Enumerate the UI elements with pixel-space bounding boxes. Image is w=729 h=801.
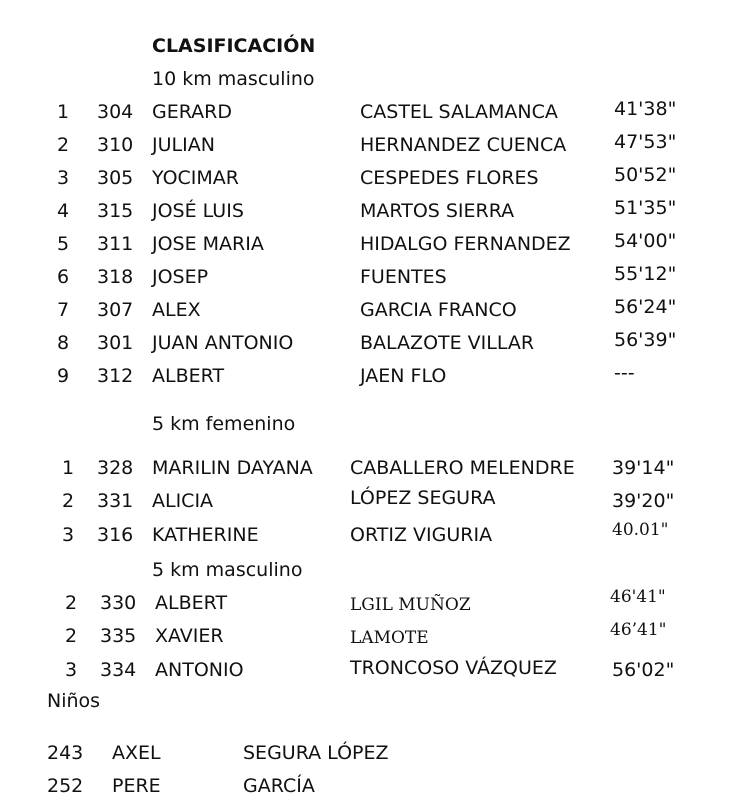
section-heading-5km-masculino: 5 km masculino (152, 559, 303, 581)
time: 46'41" (610, 587, 666, 607)
first-name: JUAN ANTONIO (152, 332, 294, 354)
time: 56'39" (614, 329, 677, 351)
section-heading-5km-femenino: 5 km femenino (152, 413, 296, 435)
time: 39'14" (612, 457, 675, 479)
time: --- (614, 362, 635, 384)
dorsal: 310 (97, 134, 134, 156)
surname: JAEN FLO (360, 365, 447, 387)
first-name: JOSEP (152, 266, 209, 288)
dorsal: 312 (97, 365, 134, 387)
surname: CABALLERO MELENDRE (350, 457, 575, 479)
first-name: GERARD (152, 101, 232, 123)
time: 39'20" (612, 490, 675, 512)
dorsal: 330 (100, 592, 137, 614)
position: 8 (57, 332, 70, 354)
position: 3 (65, 659, 78, 681)
position: 1 (62, 457, 75, 479)
dorsal: 328 (97, 457, 134, 479)
position: 2 (65, 625, 78, 647)
surname: CASTEL SALAMANCA (360, 101, 558, 123)
time: 41'38" (614, 98, 677, 120)
dorsal: 305 (97, 167, 134, 189)
time: 50'52" (614, 164, 677, 186)
dorsal: 243 (47, 742, 84, 764)
first-name: YOCIMAR (152, 167, 239, 189)
surname: GARCIA FRANCO (360, 299, 517, 321)
position: 3 (62, 524, 75, 546)
first-name: ALBERT (152, 365, 225, 387)
dorsal: 318 (97, 266, 134, 288)
first-name: XAVIER (155, 625, 224, 647)
first-name: ALEX (152, 299, 201, 321)
dorsal: 307 (97, 299, 134, 321)
time: 55'12" (614, 263, 677, 285)
position: 9 (57, 365, 70, 387)
surname: LAMOTE (350, 628, 429, 648)
first-name: ALICIA (152, 490, 214, 512)
first-name: AXEL (112, 742, 161, 764)
surname: LÓPEZ SEGURA (350, 487, 496, 509)
surname: GARCÍA (243, 775, 315, 797)
time: 47'53" (614, 131, 677, 153)
dorsal: 311 (97, 233, 134, 255)
surname: BALAZOTE VILLAR (360, 332, 535, 354)
dorsal: 316 (97, 524, 134, 546)
dorsal: 335 (100, 625, 137, 647)
first-name: JOSÉ LUIS (152, 200, 244, 222)
position: 1 (57, 101, 70, 123)
dorsal: 252 (47, 775, 84, 797)
dorsal: 301 (97, 332, 134, 354)
time: 54'00" (614, 230, 677, 252)
first-name: JOSE MARIA (152, 233, 264, 255)
surname: LGIL MUÑOZ (350, 595, 471, 615)
section-heading-ninos: Niños (47, 690, 101, 712)
first-name: JULIAN (152, 134, 215, 156)
first-name: ALBERT (155, 592, 228, 614)
page-title: CLASIFICACIÓN (152, 35, 316, 57)
dorsal: 315 (97, 200, 134, 222)
section-heading-10km-masculino: 10 km masculino (152, 68, 315, 90)
position: 4 (57, 200, 70, 222)
first-name: ANTONIO (155, 659, 244, 681)
position: 2 (57, 134, 70, 156)
surname: MARTOS SIERRA (360, 200, 515, 222)
surname: ORTIZ VIGURIA (350, 524, 493, 546)
dorsal: 334 (100, 659, 137, 681)
surname: HIDALGO FERNANDEZ (360, 233, 571, 255)
position: 3 (57, 167, 70, 189)
position: 2 (65, 592, 78, 614)
time: 40.01" (612, 520, 669, 540)
surname: TRONCOSO VÁZQUEZ (350, 657, 557, 679)
surname: SEGURA LÓPEZ (243, 742, 389, 764)
first-name: KATHERINE (152, 524, 259, 546)
surname: CESPEDES FLORES (360, 167, 539, 189)
dorsal: 331 (97, 490, 134, 512)
position: 2 (62, 490, 75, 512)
surname: FUENTES (360, 266, 447, 288)
time: 51'35" (614, 197, 677, 219)
position: 5 (57, 233, 70, 255)
surname: HERNANDEZ CUENCA (360, 134, 567, 156)
time: 56'02" (612, 659, 675, 681)
first-name: MARILIN DAYANA (152, 457, 313, 479)
position: 7 (57, 299, 70, 321)
time: 56'24" (614, 296, 677, 318)
time: 46’41" (610, 620, 667, 640)
first-name: PERE (112, 775, 161, 797)
position: 6 (57, 266, 70, 288)
dorsal: 304 (97, 101, 134, 123)
